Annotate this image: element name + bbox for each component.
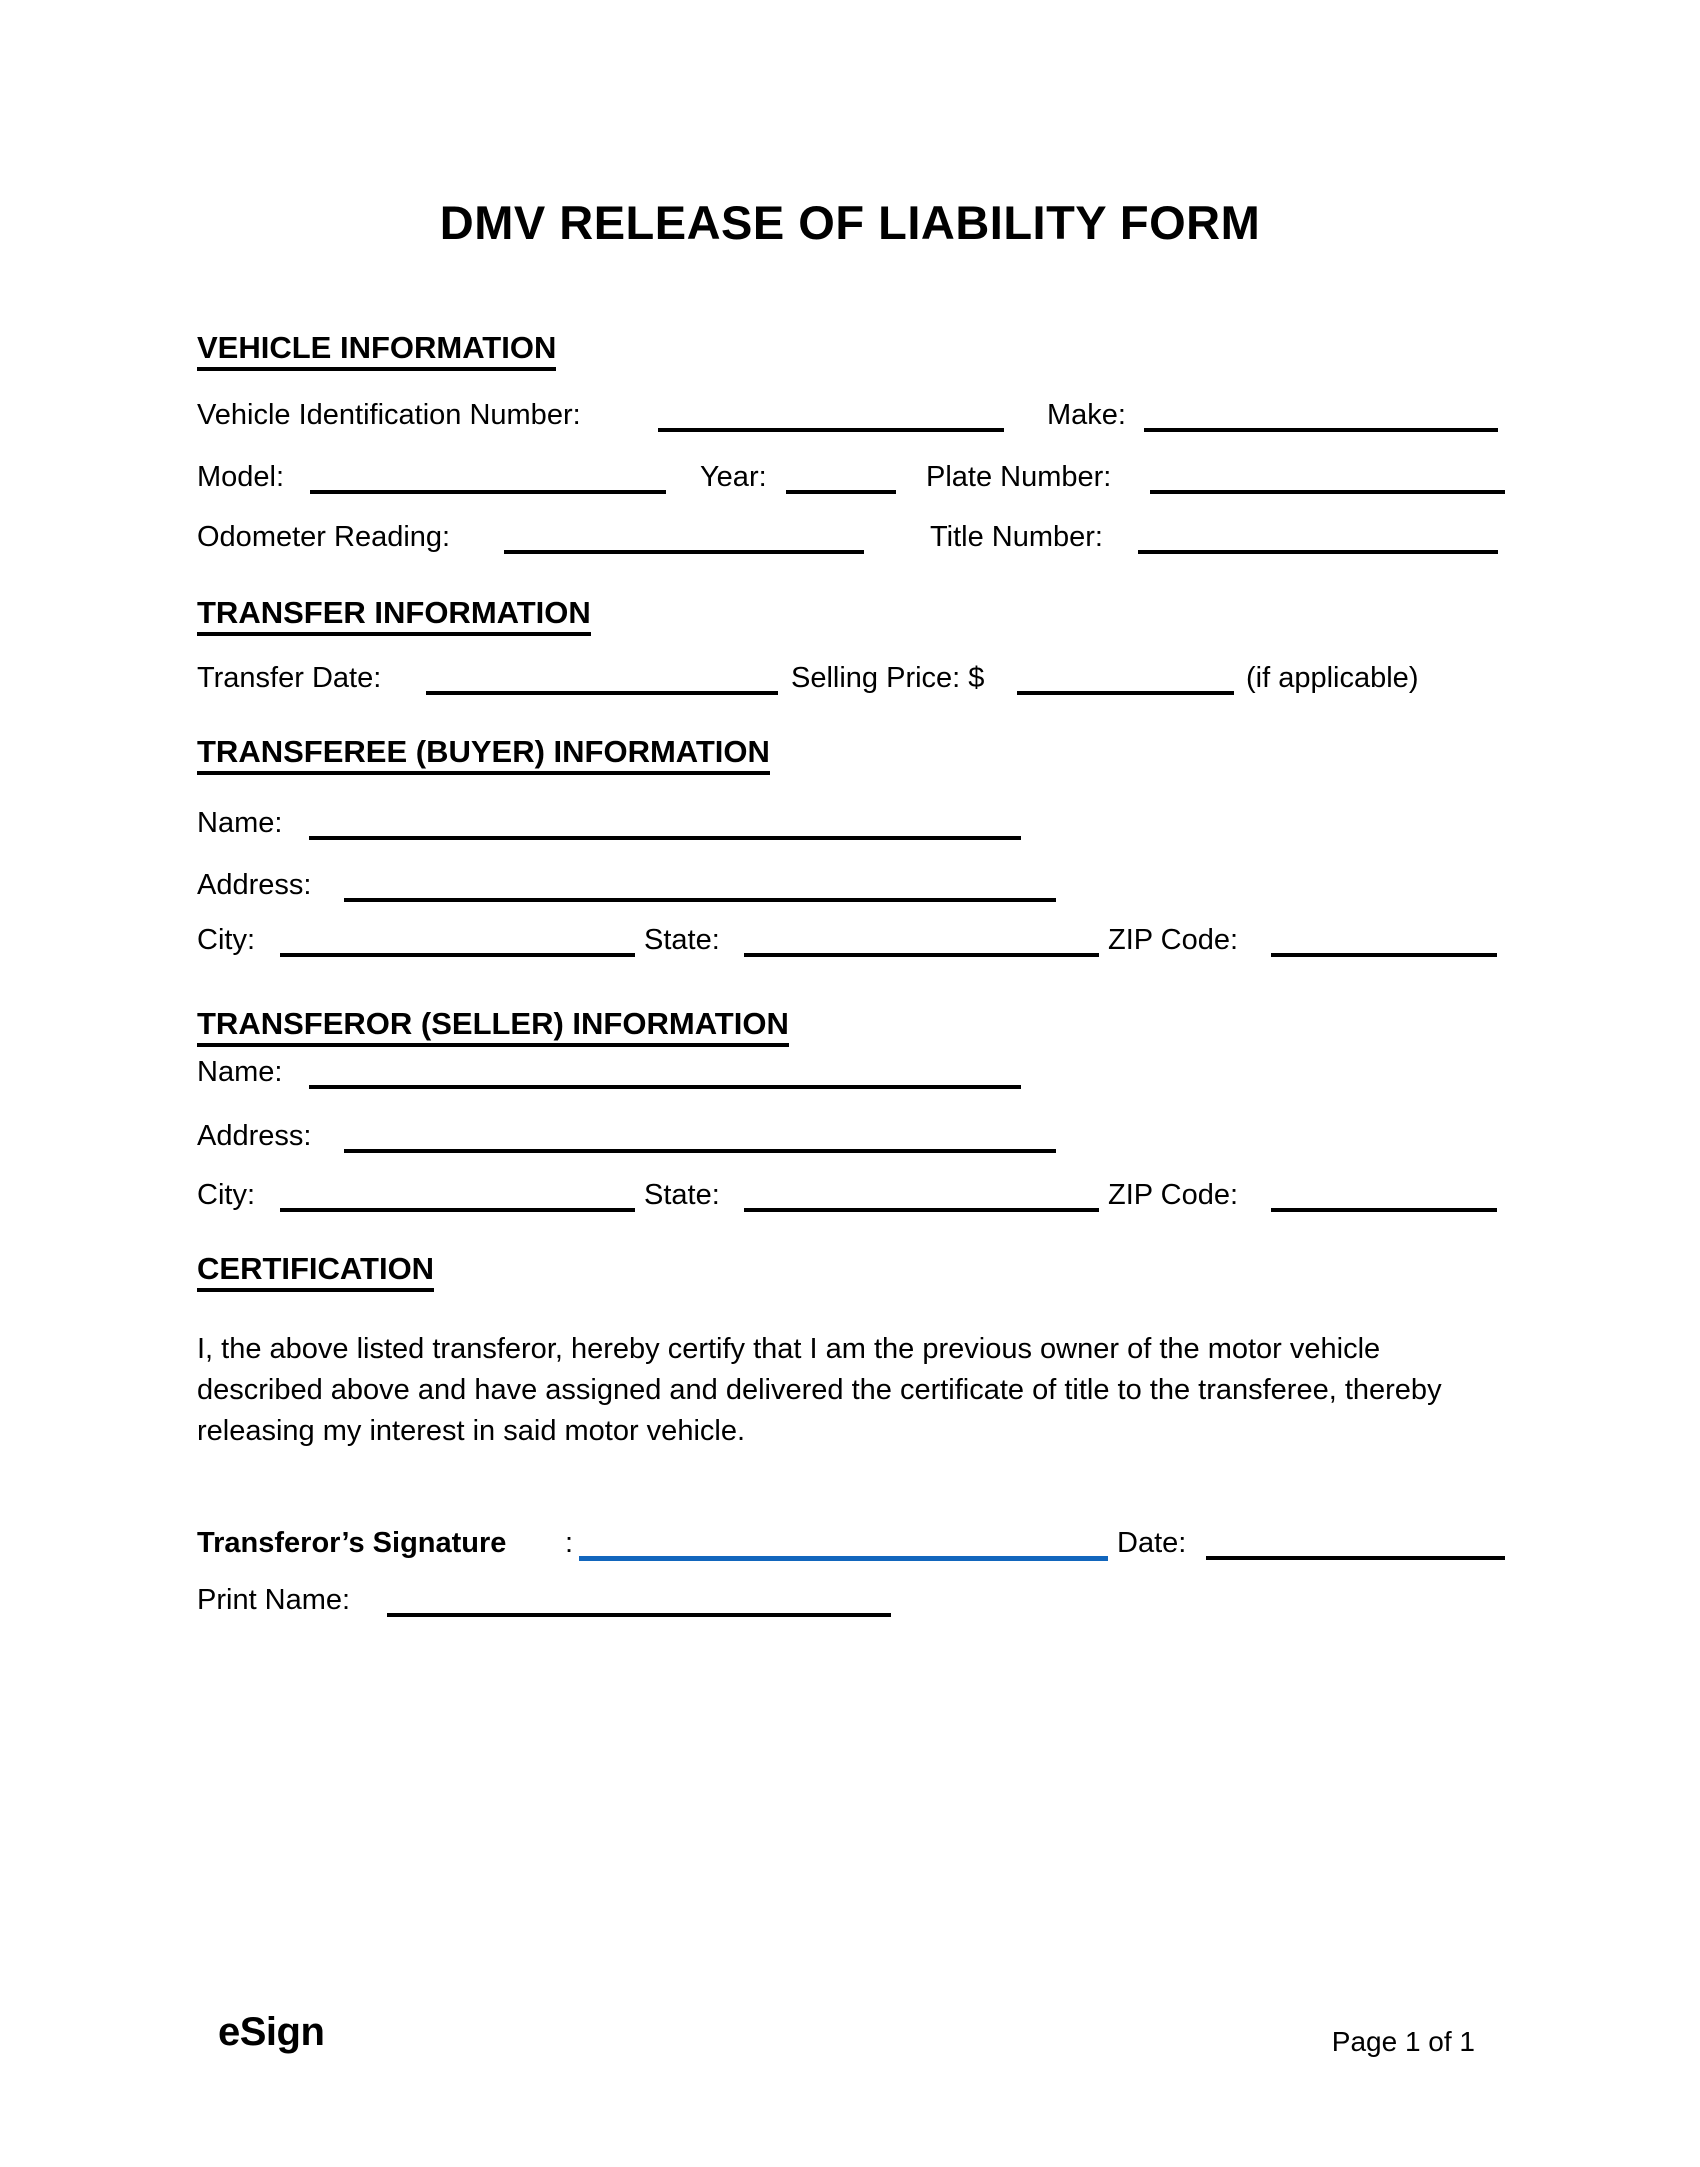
row-print-name: [197, 1583, 1503, 1623]
transferor-signature-label-colon: :: [565, 1527, 574, 1559]
year-blank[interactable]: [786, 460, 896, 494]
make-blank[interactable]: [1144, 398, 1498, 432]
row-signature-date: [197, 1526, 1503, 1566]
date-label: Date:: [1117, 1527, 1187, 1559]
title-number-blank[interactable]: [1138, 520, 1498, 554]
seller-state-blank[interactable]: [744, 1178, 1099, 1212]
row-transfer-date-price: [197, 661, 1503, 701]
row-buyer-name: [197, 806, 1503, 846]
seller-name-label: Name:: [197, 1056, 283, 1088]
buyer-name-label: Name:: [197, 807, 283, 839]
section-heading-transferor-information: TRANSFEROR (SELLER) INFORMATION: [197, 1007, 789, 1051]
buyer-state-label: State:: [644, 924, 720, 956]
row-seller-address: [197, 1119, 1503, 1159]
transfer-date-label: Transfer Date:: [197, 662, 382, 694]
print-name-label: Print Name:: [197, 1584, 351, 1616]
transfer-date-blank[interactable]: [426, 661, 778, 695]
row-seller-city-state-zip: [197, 1178, 1503, 1218]
row-seller-name: [197, 1055, 1503, 1095]
vin-label: Vehicle Identification Number:: [197, 399, 581, 431]
seller-address-label: Address:: [197, 1120, 312, 1152]
buyer-address-label: Address:: [197, 869, 312, 901]
row-vin-make: [197, 398, 1503, 438]
row-buyer-address: [197, 868, 1503, 908]
buyer-name-blank[interactable]: [309, 806, 1021, 840]
seller-city-blank[interactable]: [280, 1178, 635, 1212]
model-label: Model:: [197, 461, 285, 493]
esign-logo: eSign: [218, 2010, 325, 2054]
make-label: Make:: [1047, 399, 1126, 431]
transferor-signature-label: Transferor’s Signature: [197, 1527, 507, 1559]
page-indicator: Page 1 of 1: [1331, 2026, 1475, 2057]
row-buyer-city-state-zip: [197, 923, 1503, 963]
section-heading-vehicle-information: VEHICLE INFORMATION: [197, 331, 556, 375]
row-odometer-title: [197, 520, 1503, 560]
plate-number-blank[interactable]: [1150, 460, 1505, 494]
date-blank[interactable]: [1206, 1526, 1505, 1560]
section-heading-transfer-information: TRANSFER INFORMATION: [197, 596, 591, 640]
section-heading-transferee-information: TRANSFEREE (BUYER) INFORMATION: [197, 735, 770, 779]
certification-text: I, the above listed transferor, hereby certify that I am the previous owner of the motor vehicle described above and have assigned and delivered the certificate of title to the transferee, thereby releasing my interest in said motor vehicle.: [197, 1333, 1442, 1447]
year-label: Year:: [700, 461, 767, 493]
buyer-city-blank[interactable]: [280, 923, 635, 957]
buyer-zip-label: ZIP Code:: [1108, 924, 1239, 956]
seller-address-blank[interactable]: [344, 1119, 1056, 1153]
selling-price-blank[interactable]: [1017, 661, 1234, 695]
seller-zip-blank[interactable]: [1271, 1178, 1497, 1212]
buyer-address-blank[interactable]: [344, 868, 1056, 902]
seller-zip-label: ZIP Code:: [1108, 1179, 1239, 1211]
buyer-state-blank[interactable]: [744, 923, 1099, 957]
vin-blank[interactable]: [658, 398, 1004, 432]
seller-name-blank[interactable]: [309, 1055, 1021, 1089]
if-applicable-note: (if applicable): [1246, 662, 1419, 694]
section-heading-certification: CERTIFICATION: [197, 1252, 434, 1296]
plate-number-label: Plate Number:: [926, 461, 1112, 493]
odometer-reading-label: Odometer Reading:: [197, 521, 451, 553]
document-title: DMV RELEASE OF LIABILITY FORM: [439, 196, 1261, 249]
buyer-city-label: City:: [197, 924, 255, 956]
transferor-signature-field[interactable]: [579, 1526, 1108, 1561]
title-number-label: Title Number:: [930, 521, 1103, 553]
seller-city-label: City:: [197, 1179, 255, 1211]
buyer-zip-blank[interactable]: [1271, 923, 1497, 957]
print-name-blank[interactable]: [387, 1583, 891, 1617]
row-model-year-plate: [197, 460, 1503, 500]
odometer-reading-blank[interactable]: [504, 520, 864, 554]
selling-price-label: Selling Price: $: [791, 662, 985, 694]
model-blank[interactable]: [310, 460, 666, 494]
seller-state-label: State:: [644, 1179, 720, 1211]
